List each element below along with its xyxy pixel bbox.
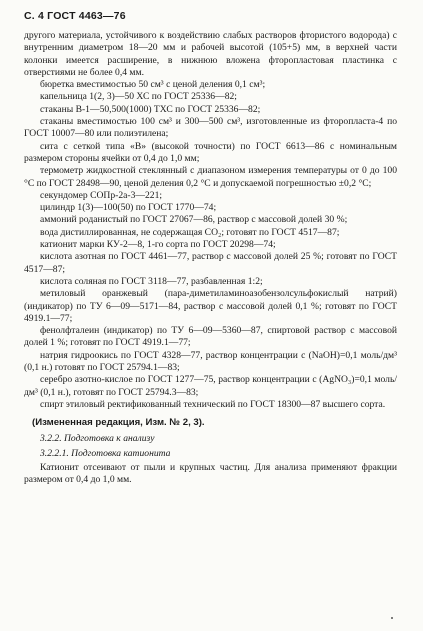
paragraph: другого материала, устойчивого к воздействию слабых растворов фтористого водорода) с внутренним диаметром 18—20 мм и рабочей высотой (105+5) мм, в верхней части колонки имеется расширение, в нижнюю вложена фторопластовая пластинка с отверстиями не более 0,4 мм. [24, 30, 397, 78]
edition-note: (Измененная редакция, Изм. № 2, 3). [32, 417, 205, 429]
speck-mark [391, 617, 393, 619]
list-item: стаканы В-1—50,500(1000) ТХС по ГОСТ 25336—82; [40, 103, 261, 115]
list-item: спирт этиловый ректификованный технический по ГОСТ 18300—87 высшего сорта. [40, 398, 386, 410]
list-item: цилиндр 1(3)—100(50) по ГОСТ 1770—74; [40, 202, 217, 214]
list-item: метиловый оранжевый (пара-диметиламиноазобензолсульфокислый натрий) (индикатор) по ТУ 6—09—5171—84, раствор с массовой долей 0,1 %; готовят по ГОСТ 4919.1—77; [24, 288, 397, 324]
document-body [24, 30, 397, 411]
final-paragraph: Катионит отсеивают от пыли и крупных частиц. Для анализа применяют фракции размером от 0,4 до 1,0 мм. [24, 461, 397, 486]
list-item: кислота азотная по ГОСТ 4461—77, раствор с массовой долей 25 %; готовят по ГОСТ 4517—87; [24, 251, 397, 275]
subsection-heading: 3.2.2.1. Подготовка катионита [40, 447, 171, 459]
list-item: капельница 1(2, 3)—50 ХС по ГОСТ 25336—82; [40, 91, 237, 103]
list-item: аммоний роданистый по ГОСТ 27067—86, раствор с массовой долей 30 %; [40, 214, 348, 226]
list-item: фенолфталеин (индикатор) по ТУ 6—09—5360—87, спиртовой раствор с массовой долей 1 %; готовят по ГОСТ 4919.1—77; [24, 325, 397, 349]
list-item: катионит марки КУ-2—8, 1-го сорта по ГОСТ 20298—74; [40, 239, 276, 251]
section-heading: 3.2.2. Подготовка к анализу [40, 433, 155, 445]
list-item: серебро азотно-кислое по ГОСТ 1277—75, раствор концентрации с (AgNO₃)=0,1 моль/дм³ (0,1 н.), готовят по ГОСТ 25794.3—83; [24, 374, 397, 398]
page-header: С. 4 ГОСТ 4463—76 [24, 10, 126, 22]
list-item: натрия гидроокись по ГОСТ 4328—77, раствор концентрации с (NaOH)=0,1 моль/дм³ (0,1 н.) готовят по ГОСТ 25794.1—83; [24, 349, 397, 374]
list-item: термометр жидкостной стеклянный с диапазоном измерения температуры от 0 до 100 °С по ГОСТ 28498—90, ценой деления 0,2 °С и допускаемой погрешностью ±0,2 °С; [24, 165, 397, 189]
list-item: сита с сеткой типа «В» (высокой точности) по ГОСТ 6613—86 с номинальным размером стороны ячейки от 0,4 до 1,0 мм; [24, 140, 397, 164]
list-item: секундомер СОПр-2а-3—221; [40, 189, 163, 201]
list-item: кислота соляная по ГОСТ 3118—77, разбавленная 1:2; [40, 275, 263, 287]
list-item: бюретка вместимостью 50 см³ с ценой деления 0,1 см³; [40, 79, 266, 91]
list-item: вода дистиллированная, не содержащая CO₂; готовят по ГОСТ 4517—87; [40, 226, 340, 238]
list-item: стаканы вместимостью 100 см³ и 300—500 см³, изготовленные из фторопласта-4 по ГОСТ 10007—80 или полиэтилена; [24, 116, 397, 140]
